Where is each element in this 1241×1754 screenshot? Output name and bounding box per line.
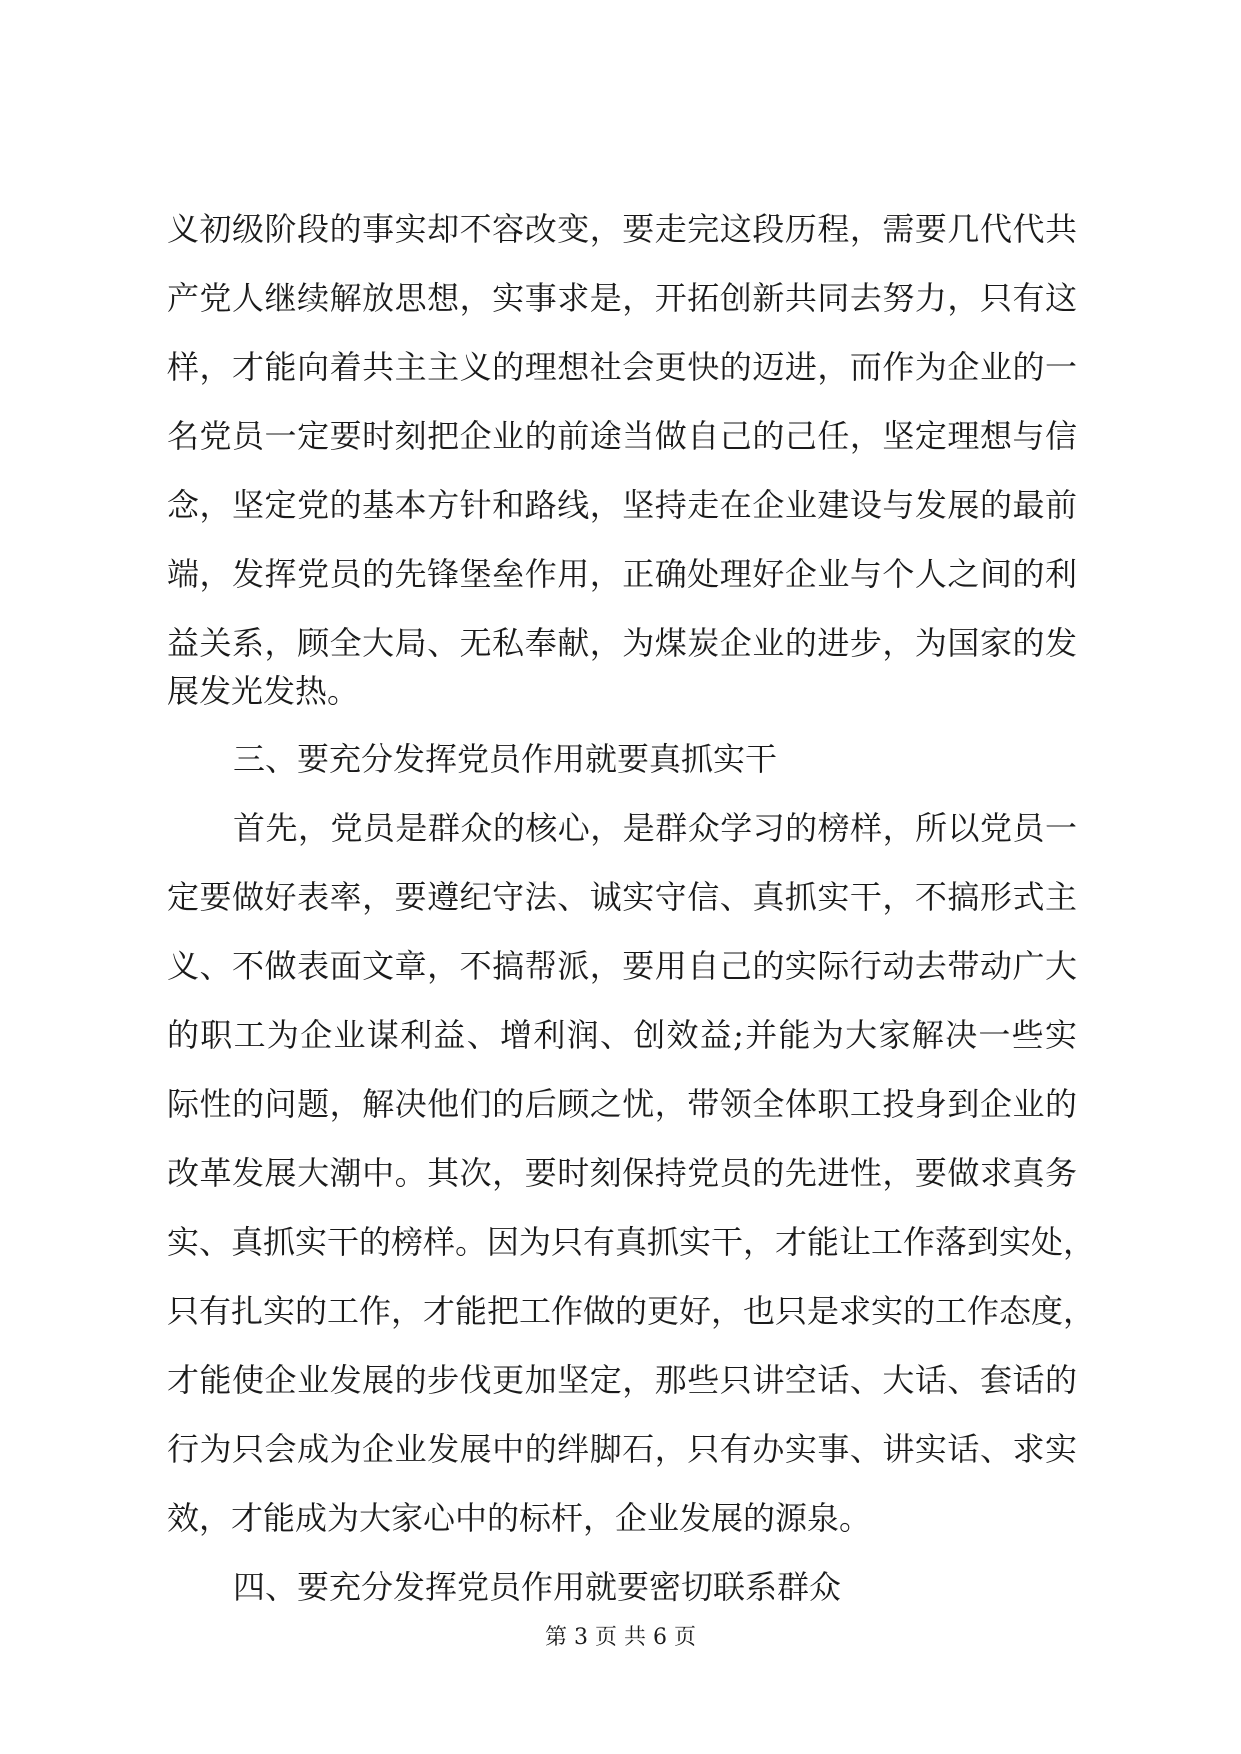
body-line: 际性的问题，解决他们的后顾之忧，带领全体职工投身到企业的 (167, 1085, 1077, 1123)
body-line: 改革发展大潮中。其次，要时刻保持党员的先进性，要做求真务 (167, 1154, 1077, 1192)
body-line: 义、不做表面文章，不搞帮派，要用自己的实际行动去带动广大 (167, 947, 1077, 985)
body-line: 产党人继续解放思想，实事求是，开拓创新共同去努力，只有这 (167, 279, 1077, 317)
page-number-footer: 第 3 页 共 6 页 (545, 1625, 696, 1650)
body-line: 行为只会成为企业发展中的绊脚石，只有办实事、讲实话、求实 (167, 1430, 1077, 1468)
body-line: 展发光发热。 (167, 672, 360, 710)
body-line: 首先，党员是群众的核心，是群众学习的榜样，所以党员一 (233, 809, 1077, 847)
body-line: 名党员一定要时刻把企业的前途当做自己的己任，坚定理想与信 (167, 417, 1077, 455)
body-line: 端，发挥党员的先锋堡垒作用，正确处理好企业与个人之间的利 (167, 555, 1077, 593)
body-line: 效，才能成为大家心中的标杆，企业发展的源泉。 (167, 1499, 872, 1537)
body-line: 定要做好表率，要遵纪守法、诚实守信、真抓实干，不搞形式主 (167, 878, 1077, 916)
section-heading: 三、要充分发挥党员作用就要真抓实干 (233, 740, 778, 778)
body-line: 念，坚定党的基本方针和路线，坚持走在企业建设与发展的最前 (167, 486, 1077, 524)
body-line: 实、真抓实干的榜样。因为只有真抓实干，才能让工作落到实处， (167, 1223, 1096, 1261)
body-line: 样，才能向着共主主义的理想社会更快的迈进，而作为企业的一 (167, 348, 1077, 386)
body-line: 只有扎实的工作，才能把工作做的更好，也只是求实的工作态度， (167, 1292, 1096, 1330)
body-line: 的职工为企业谋利益、增利润、创效益;并能为大家解决一些实 (167, 1016, 1077, 1054)
body-line: 才能使企业发展的步伐更加坚定，那些只讲空话、大话、套话的 (167, 1361, 1077, 1399)
body-line: 义初级阶段的事实却不容改变，要走完这段历程，需要几代代共 (167, 210, 1077, 248)
section-heading: 四、要充分发挥党员作用就要密切联系群众 (233, 1568, 842, 1606)
body-line: 益关系，顾全大局、无私奉献，为煤炭企业的进步，为国家的发 (167, 624, 1077, 662)
